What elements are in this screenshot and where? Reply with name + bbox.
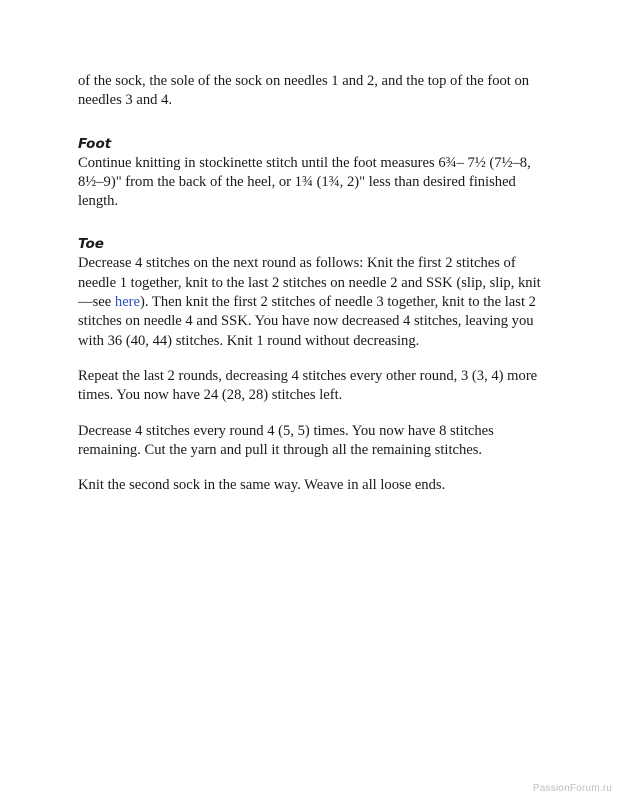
watermark-text: PassionForum.ru: [532, 783, 612, 794]
toe-paragraph-4: Knit the second sock in the same way. Weave in all loose ends.: [78, 477, 446, 494]
foot-paragraph: Continue knitting in stockinette stitch until the foot measures 6¾– 7½ (7½–8, 8½–9)" from the back of the heel, or 1¾ (1¾, 2)" less than desired finished length.: [78, 154, 531, 210]
here-link[interactable]: here: [114, 294, 141, 311]
toe-heading: Toe: [78, 236, 104, 253]
document-page: [78, 72, 548, 495]
intro-paragraph: of the sock, the sole of the sock on needles 1 and 2, and the top of the foot on needles 3 and 4.: [78, 73, 530, 109]
toe-paragraph-1-start: Decrease 4 stitches on the next round as follows: Knit the first 2 stitches of needle 1 together, knit to the last 2 stitches on needle 2 and SSK (slip, slip, knit—see: [78, 255, 541, 311]
toe-paragraph-1: [78, 254, 548, 350]
toe-paragraph-2: Repeat the last 2 rounds, decreasing 4 stitches every other round, 3 (3, 4) more times. You now have 24 (28, 28) stitches left.: [78, 367, 538, 404]
foot-heading: Foot: [78, 135, 112, 152]
toe-paragraph-1-end: ). Then knit the first 2 stitches of needle 3 together, knit to the last 2 stitches on needle 4 and SSK. You have now decreased 4 stitches, leaving you with 36 (40, 44) stitches. Knit 1 round without decreasing.: [78, 294, 536, 349]
toe-paragraph-3: Decrease 4 stitches every round 4 (5, 5) times. You now have 8 stitches remaining. Cut the yarn and pull it through all the remaining stitches.: [78, 422, 494, 458]
